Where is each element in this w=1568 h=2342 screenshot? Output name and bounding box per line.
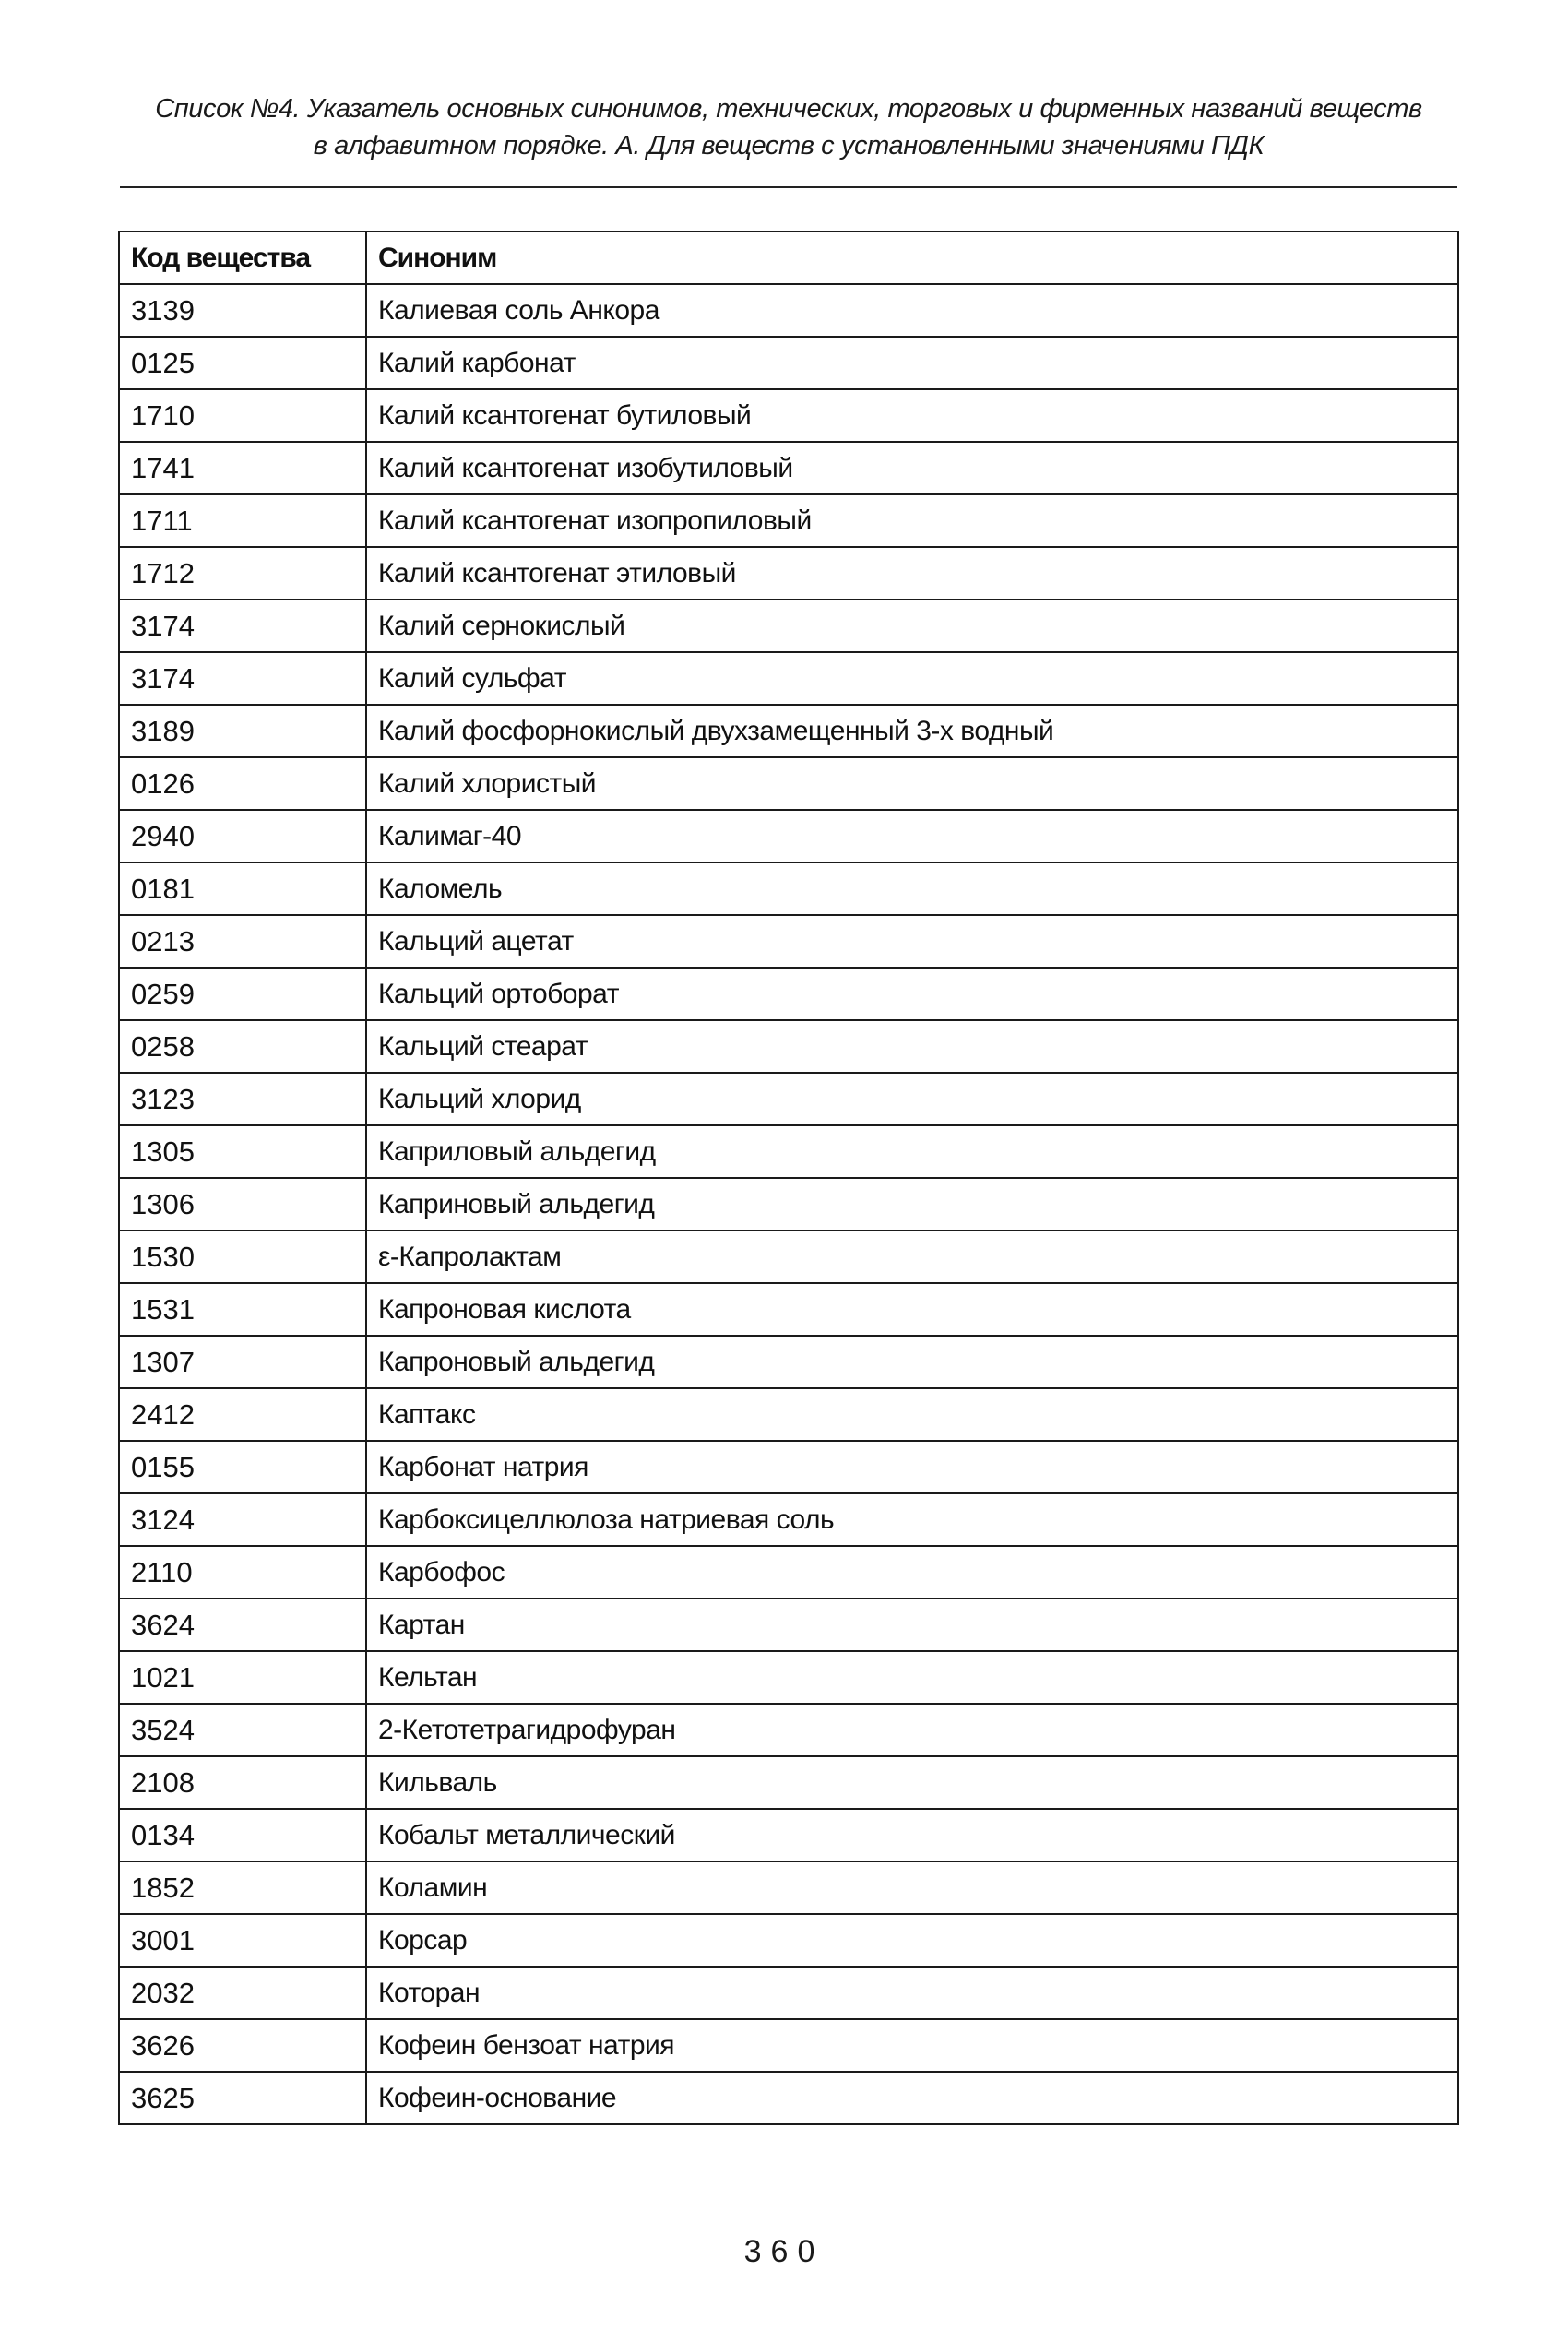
synonym-cell: Капроновая кислота	[366, 1283, 1458, 1336]
substance-code-cell: 2110	[119, 1546, 366, 1599]
synonym-cell: Каприловый альдегид	[366, 1125, 1458, 1178]
table-row	[119, 757, 1458, 810]
table-row	[119, 389, 1458, 442]
column-header-code: Код вещества	[119, 232, 366, 284]
substance-code-cell: 3001	[119, 1914, 366, 1967]
substance-code-cell: 0259	[119, 968, 366, 1020]
table-row	[119, 1599, 1458, 1651]
table-row	[119, 1967, 1458, 2019]
table-row	[119, 1388, 1458, 1441]
table-header-row	[119, 232, 1458, 284]
substance-code-cell: 3123	[119, 1073, 366, 1125]
substance-code-cell: 1307	[119, 1336, 366, 1388]
substance-code-cell: 0134	[119, 1809, 366, 1861]
synonym-cell: Кобальт металлический	[366, 1809, 1458, 1861]
synonym-cell: Кальций хлорид	[366, 1073, 1458, 1125]
substance-code-cell: 1305	[119, 1125, 366, 1178]
table-row	[119, 2019, 1458, 2072]
substance-code-cell: 0258	[119, 1020, 366, 1073]
page-number: 360	[743, 2234, 825, 2269]
substance-code-cell: 1852	[119, 1861, 366, 1914]
table-row	[119, 1651, 1458, 1704]
synonym-cell: Кофеин-основание	[366, 2072, 1458, 2124]
synonym-cell: Карбонат натрия	[366, 1441, 1458, 1493]
synonym-cell: Калий ксантогенат изопропиловый	[366, 494, 1458, 547]
synonym-cell: Кофеин бензоат натрия	[366, 2019, 1458, 2072]
substance-code-cell: 3174	[119, 600, 366, 652]
table-row	[119, 2072, 1458, 2124]
substance-code-cell: 1021	[119, 1651, 366, 1704]
synonym-cell: Кельтан	[366, 1651, 1458, 1704]
substance-code-cell: 3124	[119, 1493, 366, 1546]
substance-code-cell: 3625	[119, 2072, 366, 2124]
synonym-cell: Калий ксантогенат этиловый	[366, 547, 1458, 600]
substance-code-cell: 1741	[119, 442, 366, 494]
synonym-cell: Каломель	[366, 862, 1458, 915]
synonym-cell: Корсар	[366, 1914, 1458, 1967]
substance-code-cell: 1306	[119, 1178, 366, 1230]
synonym-cell: Кальций ортоборат	[366, 968, 1458, 1020]
synonym-cell: Кальций ацетат	[366, 915, 1458, 968]
synonym-cell: ε-Капролактам	[366, 1230, 1458, 1283]
synonym-cell: Калий сульфат	[366, 652, 1458, 705]
table-row	[119, 600, 1458, 652]
substance-code-cell: 3174	[119, 652, 366, 705]
table-row	[119, 1493, 1458, 1546]
table-row	[119, 705, 1458, 757]
synonym-cell: Калий фосфорнокислый двухзамещенный 3-х водный	[366, 705, 1458, 757]
substance-code-cell: 1710	[119, 389, 366, 442]
table-row	[119, 1178, 1458, 1230]
synonym-cell: Картан	[366, 1599, 1458, 1651]
substance-code-cell: 0126	[119, 757, 366, 810]
table-row	[119, 494, 1458, 547]
substance-code-cell: 3189	[119, 705, 366, 757]
substance-code-cell: 0125	[119, 337, 366, 389]
synonym-cell: Калиевая соль Анкора	[366, 284, 1458, 337]
substance-code-cell: 2940	[119, 810, 366, 862]
header-title-line-1: Список №4. Указатель основных синонимов, технических, торговых и фирменных названий веществ	[155, 94, 1422, 124]
table-row	[119, 547, 1458, 600]
substance-code-cell: 2412	[119, 1388, 366, 1441]
synonym-cell: Калий ксантогенат изобутиловый	[366, 442, 1458, 494]
table-row	[119, 1861, 1458, 1914]
header-divider	[120, 186, 1457, 188]
synonym-cell: Кильваль	[366, 1756, 1458, 1809]
synonym-cell: Калий ксантогенат бутиловый	[366, 389, 1458, 442]
substance-code-cell: 1530	[119, 1230, 366, 1283]
table-row	[119, 1230, 1458, 1283]
substance-code-cell: 2108	[119, 1756, 366, 1809]
table-row	[119, 1756, 1458, 1809]
substance-code-cell: 0155	[119, 1441, 366, 1493]
substance-code-cell: 3624	[119, 1599, 366, 1651]
synonym-cell: 2-Кетотетрагидрофуран	[366, 1704, 1458, 1756]
substance-code-cell: 1531	[119, 1283, 366, 1336]
table-row	[119, 1283, 1458, 1336]
synonym-cell: Калий хлористый	[366, 757, 1458, 810]
synonym-cell: Карбоксицеллюлоза натриевая соль	[366, 1493, 1458, 1546]
substance-code-cell: 2032	[119, 1967, 366, 2019]
synonym-cell: Каптакс	[366, 1388, 1458, 1441]
table-row	[119, 337, 1458, 389]
synonym-cell: Кальций стеарат	[366, 1020, 1458, 1073]
synonyms-table	[118, 231, 1459, 2125]
table-row	[119, 284, 1458, 337]
table-row	[119, 1020, 1458, 1073]
substance-code-cell: 3524	[119, 1704, 366, 1756]
table-row	[119, 1073, 1458, 1125]
table-row	[119, 1441, 1458, 1493]
substance-code-cell: 0181	[119, 862, 366, 915]
table-row	[119, 1809, 1458, 1861]
table-row	[119, 1704, 1458, 1756]
substance-code-cell: 3626	[119, 2019, 366, 2072]
table-row	[119, 1914, 1458, 1967]
synonym-cell: Которан	[366, 1967, 1458, 2019]
table-row	[119, 862, 1458, 915]
synonym-cell: Карбофос	[366, 1546, 1458, 1599]
table-body	[119, 284, 1458, 2124]
table-row	[119, 442, 1458, 494]
substance-code-cell: 3139	[119, 284, 366, 337]
table-row	[119, 1546, 1458, 1599]
table-row	[119, 1125, 1458, 1178]
synonym-cell: Каприновый альдегид	[366, 1178, 1458, 1230]
synonym-cell: Коламин	[366, 1861, 1458, 1914]
substance-code-cell: 1711	[119, 494, 366, 547]
table-row	[119, 1336, 1458, 1388]
synonym-cell: Калий карбонат	[366, 337, 1458, 389]
substance-code-cell: 0213	[119, 915, 366, 968]
substance-code-cell: 1712	[119, 547, 366, 600]
column-header-synonym: Синоним	[366, 232, 1458, 284]
table-row	[119, 915, 1458, 968]
synonym-cell: Капроновый альдегид	[366, 1336, 1458, 1388]
table-row	[119, 652, 1458, 705]
page-header	[120, 90, 1457, 164]
table-row	[119, 810, 1458, 862]
header-title-line-2: в алфавитном порядке. А. Для веществ с установленными значениями ПДК	[313, 131, 1265, 160]
synonym-cell: Калий сернокислый	[366, 600, 1458, 652]
synonym-cell: Калимаг-40	[366, 810, 1458, 862]
table-row	[119, 968, 1458, 1020]
